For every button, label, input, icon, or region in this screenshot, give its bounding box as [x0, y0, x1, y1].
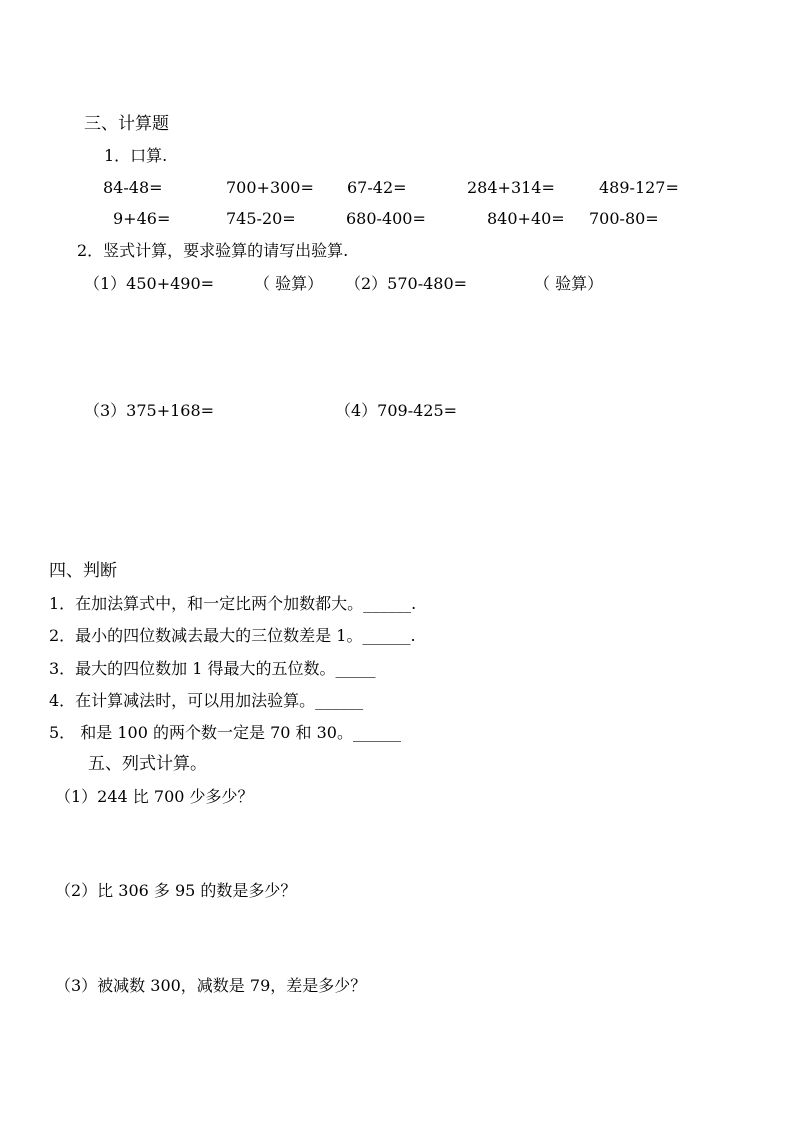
vertical-problem-4: （4）709-425=: [335, 401, 458, 420]
section3-title: 三、计算题: [84, 114, 169, 134]
oral-problem: 84-48=: [103, 178, 163, 197]
oral-problem: 840+40=: [487, 209, 565, 228]
check-note-2: （ 验算）: [534, 274, 604, 293]
judgment-item: 3．最大的四位数加 1 得最大的五位数。_____: [49, 659, 376, 678]
word-problem: （3）被减数 300，减数是 79，差是多少？: [55, 976, 367, 995]
oral-problem: 700+300=: [226, 178, 314, 197]
vertical-problem-1: （1）450+490=: [84, 274, 215, 293]
word-problem: （1）244 比 700 少多少？: [55, 787, 254, 806]
judgment-item: 1．在加法算式中，和一定比两个加数都大。______.: [49, 594, 417, 613]
vertical-problem-3: （3）375+168=: [84, 401, 215, 420]
oral-problem: 67-42=: [347, 178, 407, 197]
judgment-item: 5． 和是 100 的两个数一定是 70 和 30。______: [49, 723, 401, 742]
oral-problem: 489-127=: [599, 178, 679, 197]
oral-problem: 700-80=: [589, 209, 659, 228]
section5-title: 五、列式计算。: [88, 754, 207, 774]
section4-title: 四、判断: [49, 561, 117, 581]
oral-problem: 284+314=: [467, 178, 555, 197]
oral-problem: 680-400=: [346, 209, 426, 228]
check-note-1: （ 验算）: [254, 274, 324, 293]
word-problem: （2）比 306 多 95 的数是多少？: [55, 881, 297, 900]
judgment-item: 2．最小的四位数减去最大的三位数差是 1。______.: [49, 626, 416, 645]
oral-problem: 745-20=: [226, 209, 296, 228]
judgment-item: 4．在计算减法时，可以用加法验算。______: [49, 691, 364, 710]
oral-problem: 9+46=: [113, 209, 171, 228]
q1-label: 1．口算.: [104, 146, 168, 165]
vertical-problem-2: （2）570-480=: [345, 274, 468, 293]
q2-label: 2．竖式计算，要求验算的请写出验算.: [77, 241, 349, 260]
